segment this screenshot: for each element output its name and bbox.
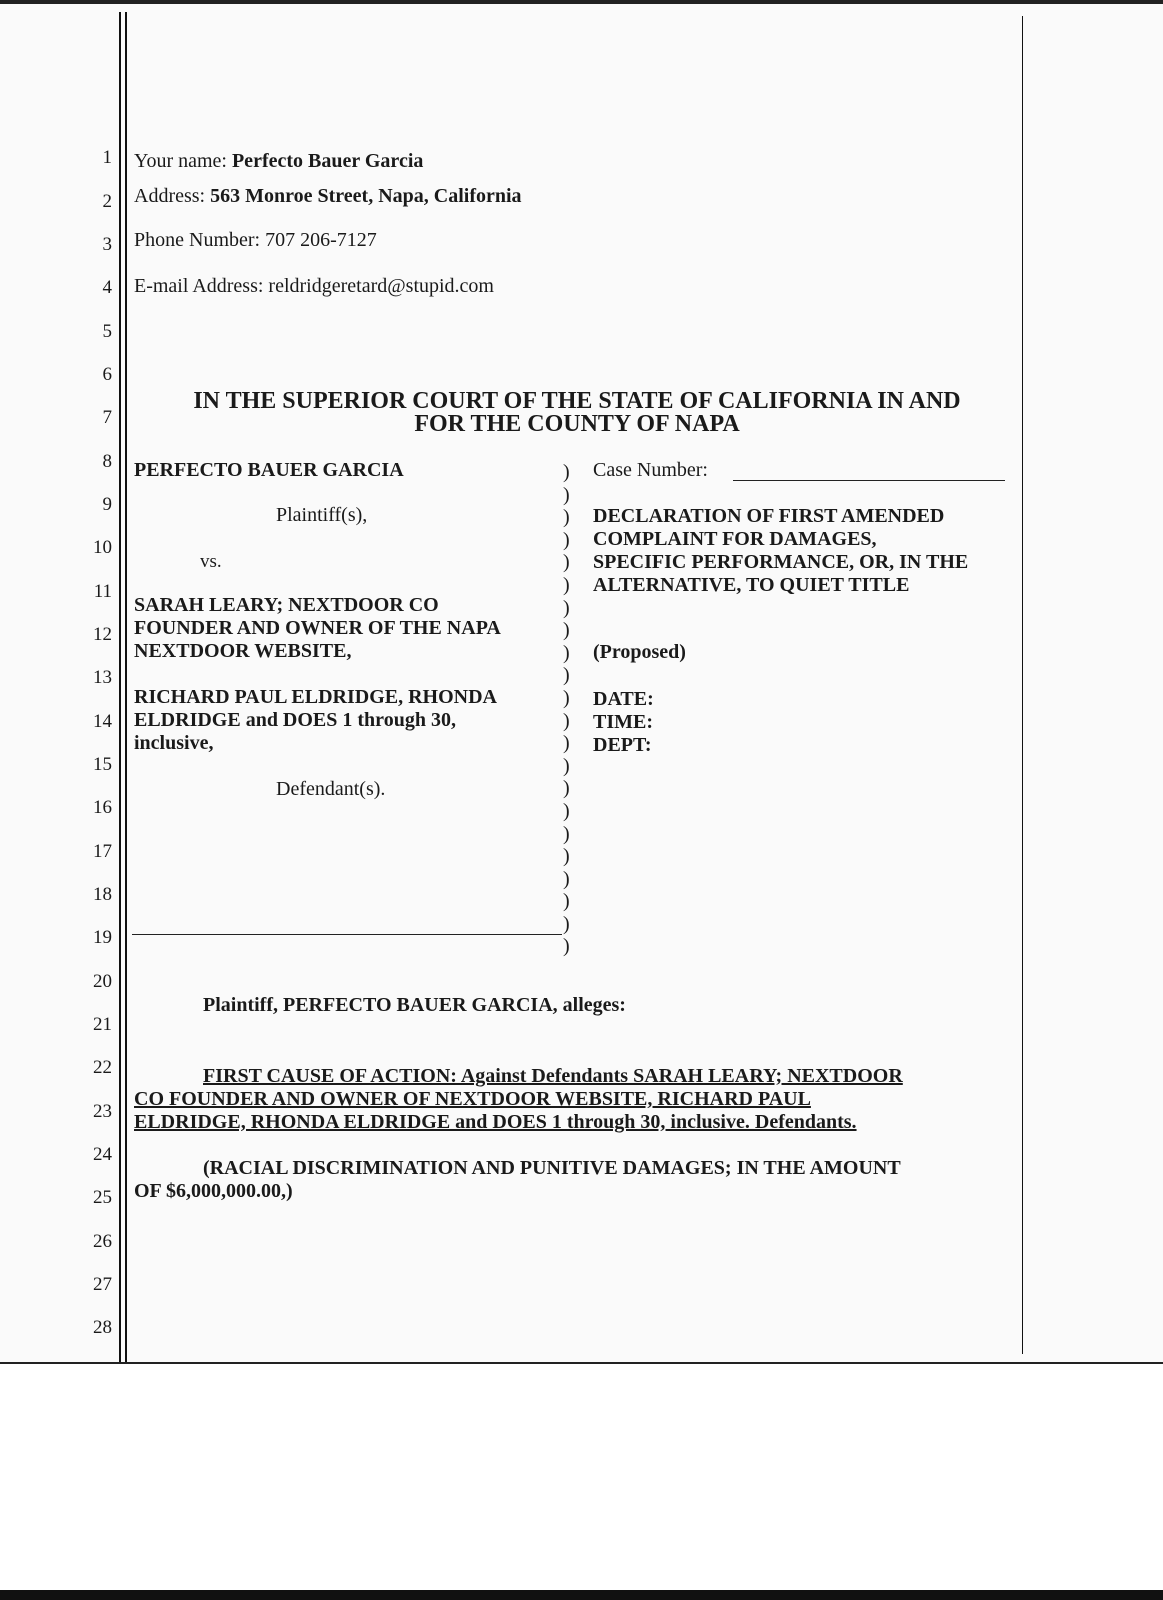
line-number: 12 bbox=[93, 624, 112, 645]
left-margin-rule bbox=[119, 12, 121, 1362]
party-address-value: 563 Monroe Street, Napa, California bbox=[210, 185, 522, 207]
line-number: 11 bbox=[93, 581, 112, 602]
hearing-date-label: DATE: bbox=[593, 688, 654, 710]
cause-of-action-line-2: CO FOUNDER AND OWNER OF NEXTDOOR WEBSITE, RICHARD PAUL bbox=[134, 1088, 811, 1110]
line-number: 18 bbox=[93, 884, 112, 905]
cause-of-action-line-1: FIRST CAUSE OF ACTION: Against Defendants SARAH LEARY; NEXTDOOR bbox=[203, 1065, 903, 1087]
court-title bbox=[132, 390, 1022, 436]
line-number: 27 bbox=[93, 1274, 112, 1295]
line-number: 28 bbox=[93, 1317, 112, 1338]
damages-line-2: OF $6,000,000.00,) bbox=[134, 1180, 293, 1202]
allegation-intro: Plaintiff, PERFECTO BAUER GARCIA, alleges: bbox=[203, 994, 626, 1016]
court-title-line-1: IN THE SUPERIOR COURT OF THE STATE OF CALIFORNIA IN AND bbox=[193, 388, 961, 414]
cause-of-action-line-3: ELDRIDGE, RHONDA ELDRIDGE and DOES 1 through 30, inclusive. Defendants. bbox=[134, 1111, 857, 1133]
caption-bottom-rule bbox=[132, 934, 562, 935]
line-number: 24 bbox=[93, 1144, 112, 1165]
case-number-label: Case Number: bbox=[593, 459, 708, 481]
line-number: 19 bbox=[93, 927, 112, 948]
line-number: 5 bbox=[102, 321, 112, 342]
defendant-1-line-2: FOUNDER AND OWNER OF THE NAPA bbox=[134, 617, 501, 639]
party-name-line bbox=[134, 150, 423, 173]
line-number: 14 bbox=[93, 711, 112, 732]
defendant-1-line-1: SARAH LEARY; NEXTDOOR CO bbox=[134, 594, 439, 616]
party-name-value: Perfecto Bauer Garcia bbox=[231, 150, 424, 172]
document-title-line-4: ALTERNATIVE, TO QUIET TITLE bbox=[593, 574, 910, 596]
party-name-label: Your name: bbox=[134, 150, 227, 172]
versus: vs. bbox=[200, 551, 222, 572]
hearing-dept-label: DEPT: bbox=[593, 734, 652, 756]
court-title-line-2: FOR THE COUNTY OF NAPA bbox=[414, 411, 740, 437]
line-number: 26 bbox=[93, 1231, 112, 1252]
line-number: 2 bbox=[102, 191, 112, 212]
defendant-1-line-3: NEXTDOOR WEBSITE, bbox=[134, 640, 352, 662]
case-number-blank bbox=[733, 480, 1005, 481]
blank-scan-area bbox=[0, 1362, 1163, 1592]
plaintiff-role: Plaintiff(s), bbox=[276, 504, 368, 526]
party-phone: Phone Number: 707 206-7127 bbox=[134, 229, 377, 251]
line-number: 13 bbox=[93, 667, 112, 688]
line-number: 10 bbox=[93, 537, 112, 558]
party-address-line bbox=[134, 185, 522, 208]
line-number: 6 bbox=[102, 364, 112, 385]
defendant-role: Defendant(s). bbox=[276, 778, 386, 800]
party-email: E-mail Address: reldridgeretard@stupid.com bbox=[134, 275, 494, 297]
line-number: 17 bbox=[93, 841, 112, 862]
line-number: 20 bbox=[93, 971, 112, 992]
party-address-label: Address: bbox=[134, 185, 206, 207]
proposed-label: (Proposed) bbox=[593, 641, 686, 663]
line-number: 4 bbox=[102, 277, 112, 298]
defendant-2-line-1: RICHARD PAUL ELDRIDGE, RHONDA bbox=[134, 686, 497, 708]
defendant-2-line-2: ELDRIDGE and DOES 1 through 30, bbox=[134, 709, 456, 731]
line-number: 7 bbox=[102, 407, 112, 428]
damages-line-1: (RACIAL DISCRIMINATION AND PUNITIVE DAMAGES; IN THE AMOUNT bbox=[203, 1157, 901, 1179]
line-number: 15 bbox=[93, 754, 112, 775]
line-number: 3 bbox=[102, 234, 112, 255]
left-margin-rule-inner bbox=[125, 12, 127, 1362]
line-number: 8 bbox=[102, 451, 112, 472]
document-title-line-3: SPECIFIC PERFORMANCE, OR, IN THE bbox=[593, 551, 969, 573]
line-number: 25 bbox=[93, 1187, 112, 1208]
document-title-line-2: COMPLAINT FOR DAMAGES, bbox=[593, 528, 877, 550]
scan-bottom-edge bbox=[0, 1590, 1163, 1600]
defendant-2-line-3: inclusive, bbox=[134, 732, 214, 754]
line-number: 16 bbox=[93, 797, 112, 818]
line-number: 23 bbox=[93, 1101, 112, 1122]
caption-divider: ) ) ) ) ) ) ) ) ) ) ) ) ) ) ) ) ) ) ) ) ) ) bbox=[563, 461, 570, 958]
document-title-line-1: DECLARATION OF FIRST AMENDED bbox=[593, 505, 945, 527]
line-number: 22 bbox=[93, 1057, 112, 1078]
scan-top-edge bbox=[0, 0, 1163, 4]
line-number: 21 bbox=[93, 1014, 112, 1035]
hearing-time-label: TIME: bbox=[593, 711, 653, 733]
line-number: 1 bbox=[102, 147, 112, 168]
right-margin-rule bbox=[1022, 16, 1023, 1354]
line-number: 9 bbox=[102, 494, 112, 515]
plaintiff-name: PERFECTO BAUER GARCIA bbox=[134, 459, 404, 481]
